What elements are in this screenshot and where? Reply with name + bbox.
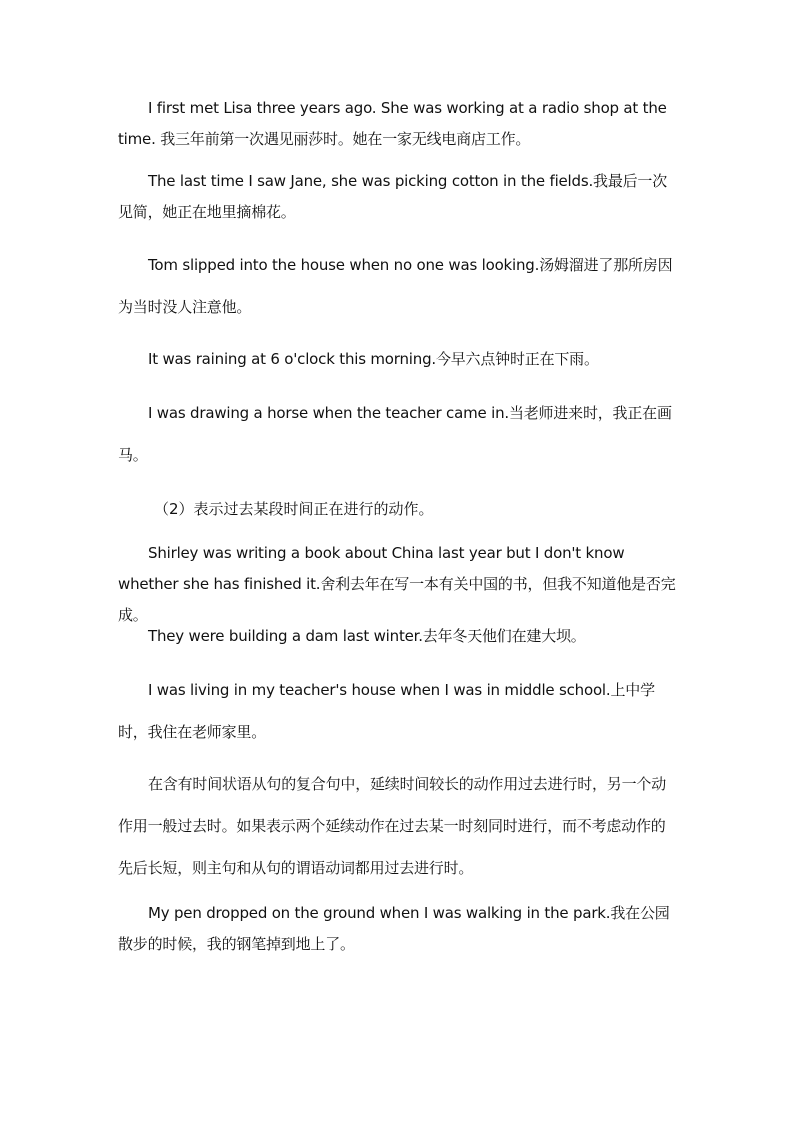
paragraph-horse-example: I was drawing a horse when the teacher came in.当老师进来时，我正在画马。 <box>118 404 672 464</box>
paragraph-tom-example: Tom slipped into the house when no one was looking.汤姆溜进了那所房因为当时没人注意他。 <box>118 256 673 316</box>
paragraph-grammar-rule: 在含有时间状语从句的复合句中，延续时间较长的动作用过去进行时，另一个动作用一般过去时。如果表示两个延续动作在过去某一时刻同时进行，而不考虑动作的先后长短，则主句和从句的谓语动词都用过去进行时。 <box>118 775 667 877</box>
paragraph-teacher-house-example: I was living in my teacher's house when I was in middle school.上中学时，我住在老师家里。 <box>118 681 655 741</box>
paragraph-raining-example: It was raining at 6 o'clock this morning.今早六点钟时正在下雨。 <box>148 350 599 368</box>
paragraph-shirley-example: Shirley was writing a book about China last year but I don't know whether she has finished it.舍利去年在写一本有关中国的书，但我不知道他是否完成。 <box>118 544 676 624</box>
paragraph-dam-example: They were building a dam last winter.去年冬天他们在建大坝。 <box>148 627 586 645</box>
paragraph-lisa-example: I first met Lisa three years ago. She was working at a radio shop at the time. 我三年前第一次遇见丽莎时。她在一家无线电商店工作。 <box>118 99 667 148</box>
paragraph-jane-example: The last time I saw Jane, she was picking cotton in the fields.我最后一次见简，她正在地里摘棉花。 <box>118 172 668 221</box>
section-heading-2: （2）表示过去某段时间正在进行的动作。 <box>154 500 434 518</box>
paragraph-pen-example: My pen dropped on the ground when I was walking in the park.我在公园散步的时候，我的钢笔掉到地上了。 <box>118 904 670 953</box>
